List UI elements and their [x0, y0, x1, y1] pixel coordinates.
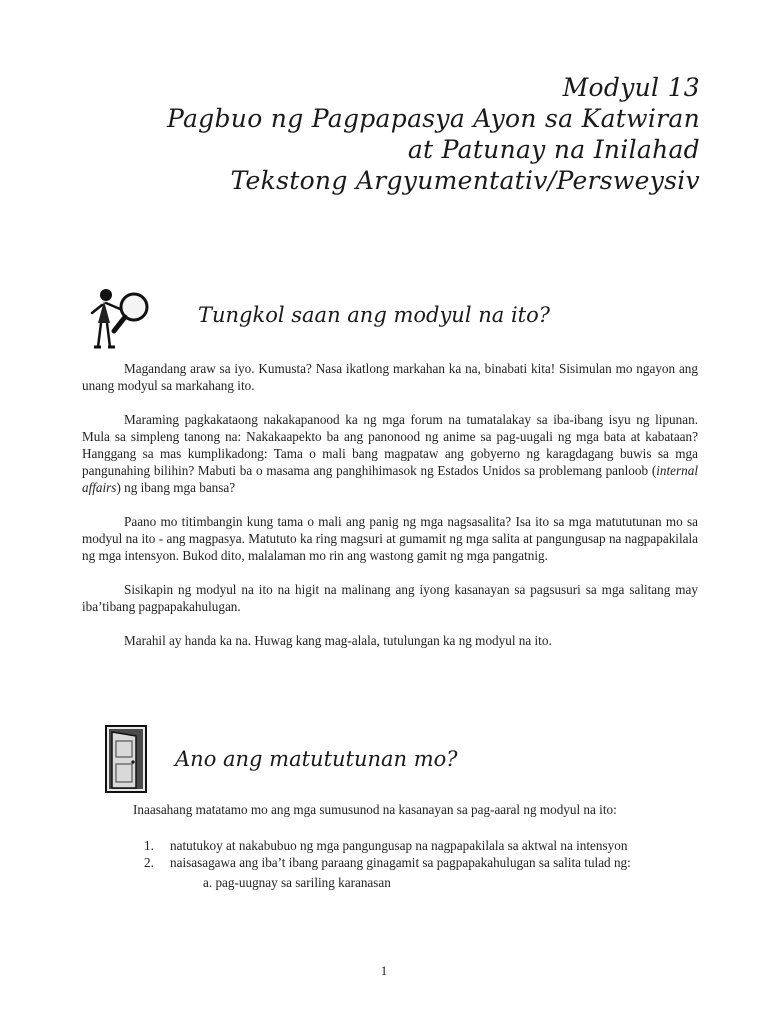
list-number: 1. — [144, 838, 154, 853]
objectives-list — [144, 837, 631, 871]
list-item — [144, 837, 631, 854]
paragraph-skills: Sisikapin ng modyul na ito na higit na malinang ang iyong kasanayan sa pagsusuri sa mga salitang may iba’tibang pagpapakahulugan. — [82, 582, 698, 614]
module-title-block — [167, 72, 700, 196]
open-door-icon — [104, 724, 150, 794]
section2-heading: Ano ang matututunan mo? — [175, 747, 458, 771]
page-number: 1 — [380, 963, 388, 978]
list-text: natutukoy at nakabubuo ng mga pangungusap na nagpapakilala sa aktwal na intensyon — [170, 838, 628, 853]
list-item — [144, 854, 631, 871]
module-title-line-2: at Patunay na Inilahad — [407, 135, 700, 164]
module-title-line-1: Pagbuo ng Pagpapasya Ayon sa Katwiran — [166, 104, 700, 133]
module-number: Modyul 13 — [562, 73, 700, 102]
section1-body — [82, 360, 698, 666]
paragraph-decision: Paano mo titimbangin kung tama o mali ang panig ng mga nagsasalita? Isa ito sa mga matututunan mo sa modyul na ito - ang magpasya. Matututo ka ring magsuri at gumamit ng mga salita at pangungusap na nagpapakilala ng mga intensyon. Bukod dito, malalaman mo rin ang wastong gamit ng mga pangatnig. — [82, 514, 698, 563]
paragraph-greeting: Magandang araw sa iyo. Kumusta? Nasa ikatlong markahan ka na, binabati kita! Sisimulan mo ngayon ang unang modyul sa markahang ito. — [82, 361, 698, 393]
magnifier-person-icon — [84, 283, 156, 355]
list-number: 2. — [144, 855, 154, 870]
list-subitem: a. pag-uugnay sa sariling karanasan — [203, 875, 391, 890]
paragraph-forums: Maraming pagkakataong nakakapanood ka ng mga forum na tumatalakay sa iba-ibang isyu ng lipunan. Mula sa simpleng tanong na: Nakakaapekto ba ang panonood ng anime sa pag-uugali ng mga bata at kabataan? Hanggang sa mas kumplikadong: Tama o mali bang magpataw ang gobyerno ng karagdagang buwis sa mga pangunahing bilihin? Mabuti ba o masama ang panghihimasok ng Estados Unidos sa problemang panloob (internal affairs) ng ibang mga bansa? — [82, 412, 698, 495]
module-title-line-3: Tekstong Argyumentativ/Persweysiv — [230, 166, 700, 195]
list-text: naisasagawa ang iba’t ibang paraang ginagamit sa pagpapakahulugan sa salita tulad ng: — [170, 855, 631, 870]
italic-term: internal affairs — [82, 463, 698, 495]
section2-intro: Inaasahang matatamo mo ang mga sumusunod na kasanayan sa pag-aaral ng modyul na ito: — [133, 802, 617, 817]
section1-heading: Tungkol saan ang modyul na ito? — [198, 303, 550, 327]
paragraph-ready: Marahil ay handa ka na. Huwag kang mag-alala, tutulungan ka ng modyul na ito. — [124, 633, 552, 648]
